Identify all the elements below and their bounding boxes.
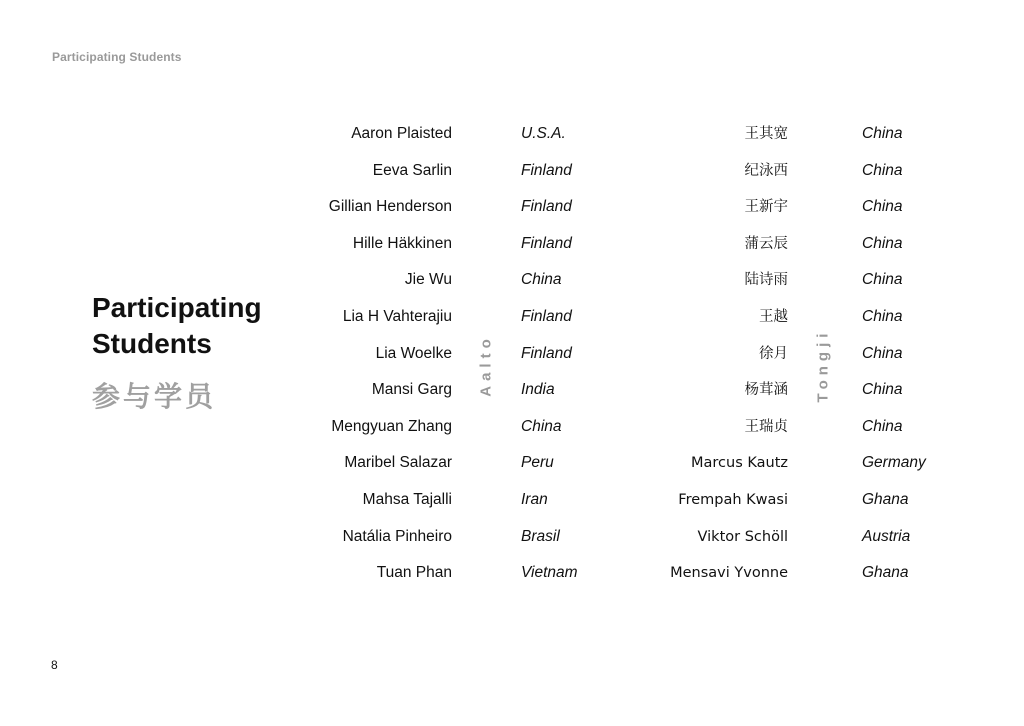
student-name: Mansi Garg xyxy=(371,381,452,399)
tongji-group-label: Tongji xyxy=(814,328,832,403)
student-name: Eeva Sarlin xyxy=(372,161,452,179)
student-country: Brasil xyxy=(521,527,560,545)
student-country: Finland xyxy=(521,234,572,252)
student-country: Peru xyxy=(521,454,554,472)
student-name: Mahsa Tajalli xyxy=(362,490,452,508)
student-country: Finland xyxy=(521,344,572,362)
student-country: China xyxy=(521,271,562,289)
student-name: Frempah Kwasi xyxy=(678,491,788,508)
student-country: Finland xyxy=(521,161,572,179)
student-name: 王其宽 xyxy=(744,126,788,142)
student-country: China xyxy=(862,271,903,289)
aalto-group-label: Aalto xyxy=(477,334,495,397)
student-name: 蒲云辰 xyxy=(744,235,788,252)
student-country: China xyxy=(862,417,903,435)
section-title-line1: Participating xyxy=(92,292,262,323)
student-country: China xyxy=(862,198,903,216)
tongji-countries-column xyxy=(862,122,982,598)
student-name: 杨茸涵 xyxy=(744,382,788,399)
section-title-line2: Students xyxy=(92,328,212,359)
student-country: China xyxy=(862,344,903,362)
student-name: 纪泳西 xyxy=(744,162,788,179)
student-name: 陆诗雨 xyxy=(744,272,788,289)
student-name: Marcus Kautz xyxy=(691,455,788,472)
student-country: Finland xyxy=(521,307,572,325)
student-country: U.S.A. xyxy=(521,125,566,142)
student-country: Vietnam xyxy=(521,564,578,582)
student-name: Natália Pinheiro xyxy=(342,527,452,545)
section-title-chinese: 参与学员 xyxy=(92,380,217,413)
student-country: China xyxy=(862,307,903,325)
student-country: Ghana xyxy=(862,564,909,582)
student-country: China xyxy=(862,125,903,142)
student-country: China xyxy=(862,161,903,179)
student-country: China xyxy=(862,234,903,252)
student-name: Tuan Phan xyxy=(376,564,452,582)
aalto-countries-column xyxy=(521,122,641,598)
student-name: 王瑞贞 xyxy=(744,418,788,435)
page-number: 8 xyxy=(51,658,58,672)
student-country: China xyxy=(862,381,903,399)
student-name: 王越 xyxy=(759,308,788,325)
aalto-names-column xyxy=(300,122,452,598)
student-name: Viktor Schöll xyxy=(697,528,788,545)
student-country: China xyxy=(521,417,562,435)
student-name: 王新宇 xyxy=(744,199,788,216)
student-name: Gillian Henderson xyxy=(328,198,452,216)
tongji-names-column xyxy=(640,122,788,598)
page-header-title: Participating Students xyxy=(52,50,182,64)
student-name: 徐月 xyxy=(759,345,788,362)
student-country: Finland xyxy=(521,198,572,216)
student-country: Germany xyxy=(862,454,926,472)
student-country: Austria xyxy=(862,527,911,545)
student-name: Lia H Vahterajiu xyxy=(342,307,452,325)
student-name: Mengyuan Zhang xyxy=(331,417,452,435)
student-name: Jie Wu xyxy=(404,271,452,289)
student-name: Hille Häkkinen xyxy=(352,234,452,252)
student-name: Maribel Salazar xyxy=(344,454,452,472)
student-name: Aaron Plaisted xyxy=(351,125,452,142)
student-country: Ghana xyxy=(862,490,909,508)
student-country: Iran xyxy=(521,490,548,508)
student-country: India xyxy=(521,381,555,399)
section-title xyxy=(92,290,262,362)
student-name: Mensavi Yvonne xyxy=(670,565,788,582)
student-name: Lia Woelke xyxy=(375,344,452,362)
